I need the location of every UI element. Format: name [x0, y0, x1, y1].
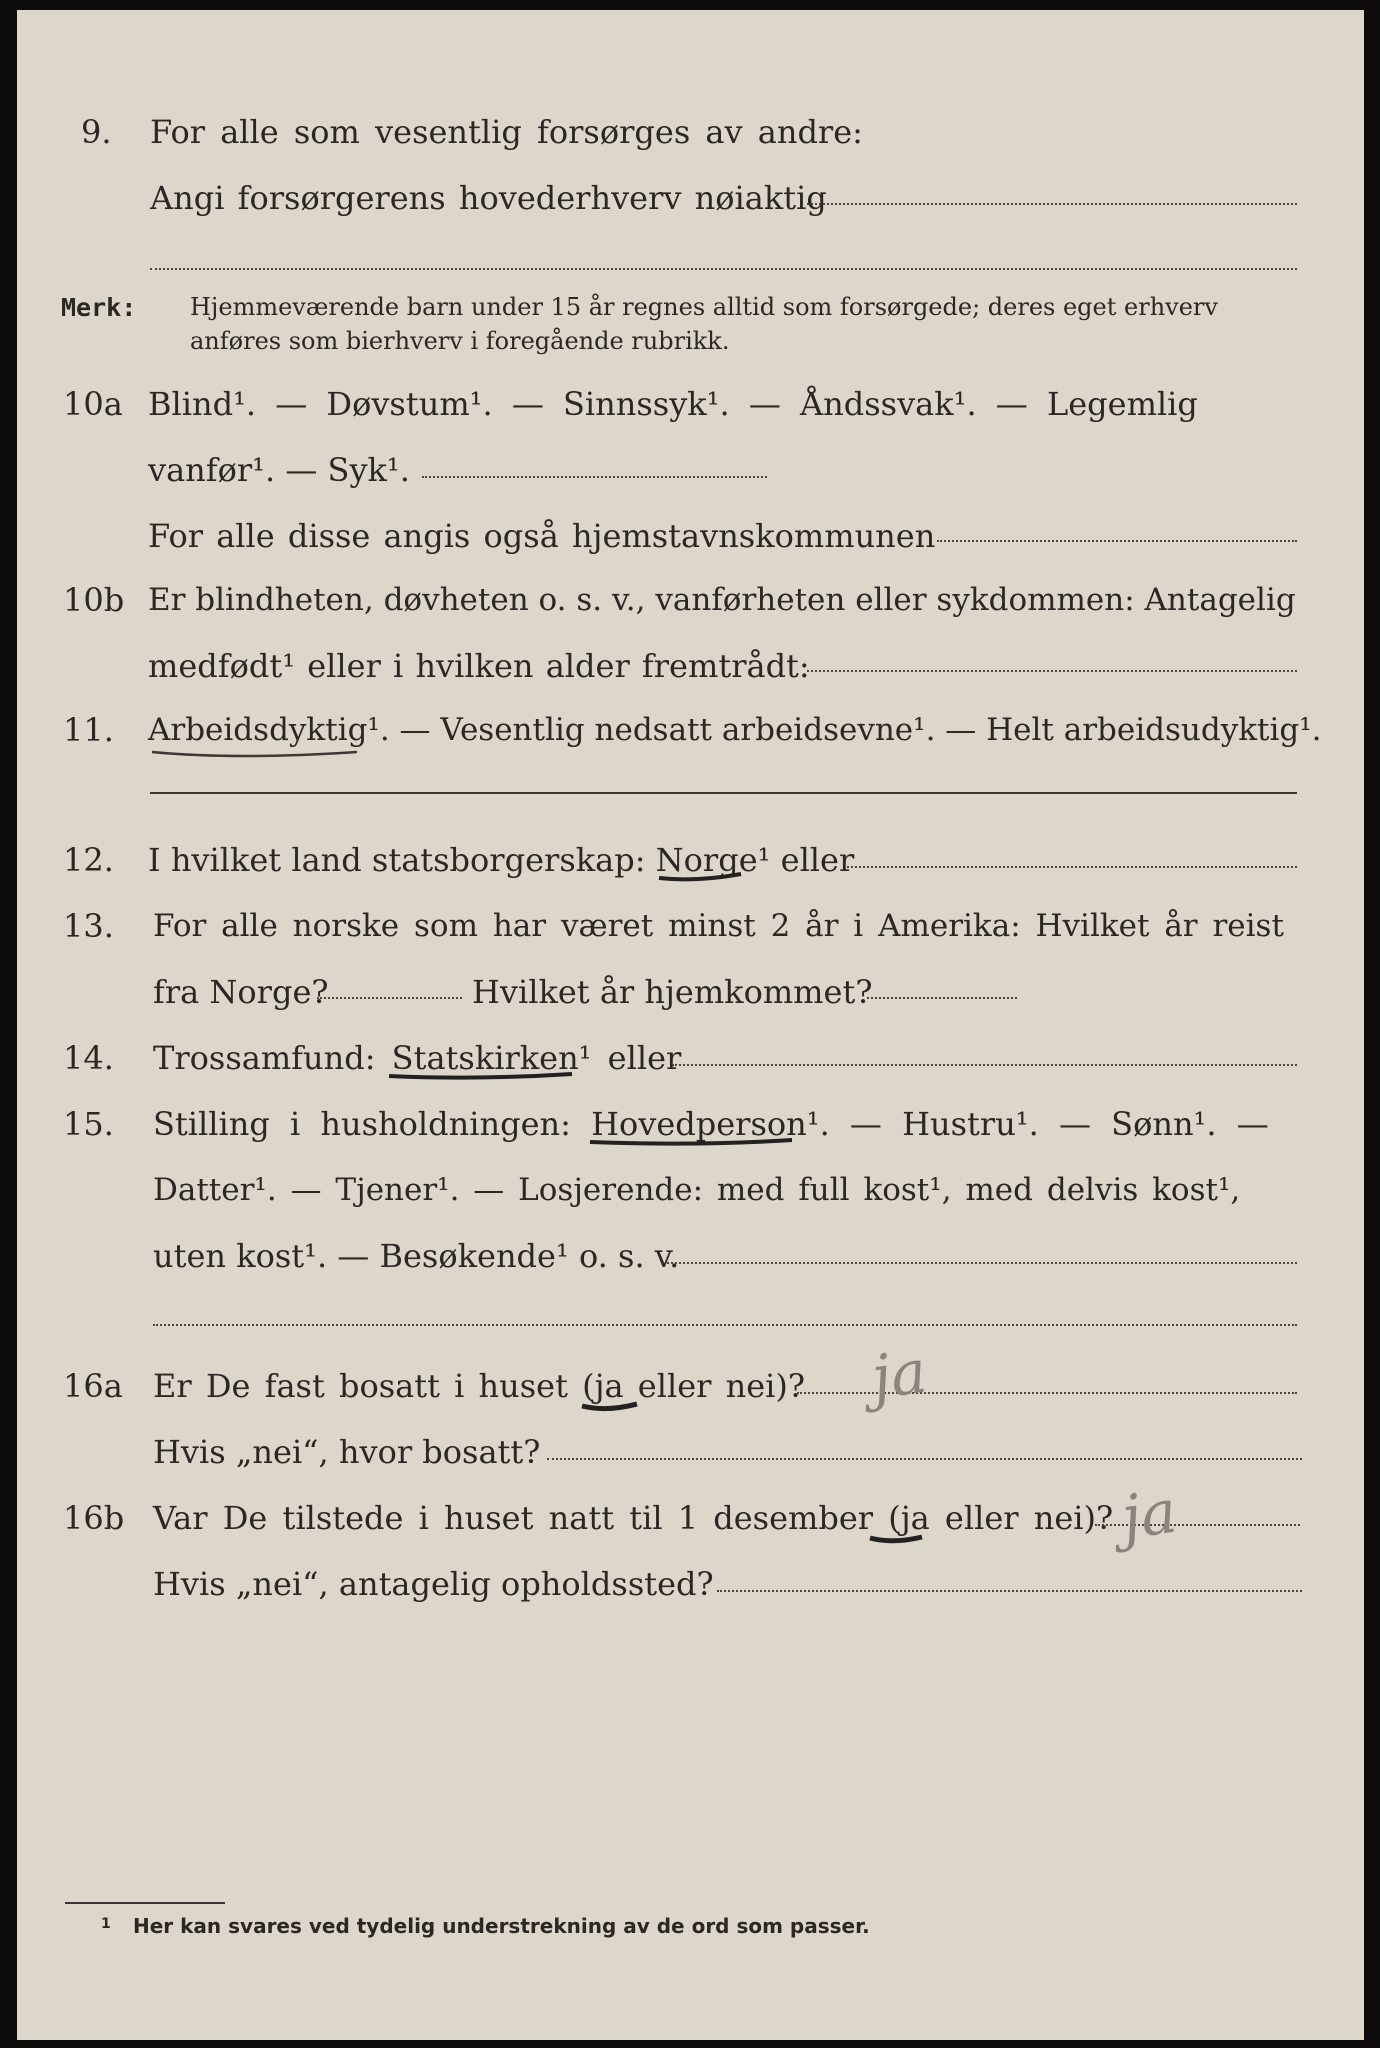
footnote-mark: 1	[101, 1916, 111, 1932]
q10a-line3: For alle disse angis også hjemstavnskommunen	[148, 517, 936, 555]
underline-arbeidsdyktig	[152, 752, 357, 756]
q16a-line1: Er De fast bosatt i huset (ja eller nei)?	[153, 1367, 806, 1405]
footnote-text: Her kan svares ved tydelig understrekning av de ord som passer.	[133, 1914, 870, 1938]
q10a-number: 10a	[63, 385, 123, 423]
q16a-handwritten-answer: ja	[867, 1336, 931, 1414]
q10b-number: 10b	[63, 581, 125, 619]
q16b-number: 16b	[63, 1499, 125, 1537]
q10a-line2: vanfør¹. — Syk¹.	[148, 451, 410, 489]
q16b-line2: Hvis „nei“, antagelig opholdssted?	[153, 1565, 714, 1603]
underline-norge	[659, 874, 741, 879]
merk-line1: Hjemmeværende barn under 15 år regnes alltid som forsørgede; deres eget erhverv	[190, 293, 1218, 321]
q15-number: 15.	[63, 1105, 114, 1143]
footnote-rule	[65, 1902, 225, 1904]
q10b-line1: Er blindheten, døvheten o. s. v., vanførheten eller sykdommen: Antagelig	[148, 582, 1296, 618]
census-form-page	[17, 10, 1364, 2040]
q13-line2a: fra Norge?	[153, 973, 329, 1011]
q13-number: 13.	[63, 907, 114, 945]
underline-hovedperson	[590, 1140, 792, 1144]
q15-line1[interactable]: Stilling i husholdningen: Hovedperson¹. — Hustru¹. — Sønn¹. —	[153, 1105, 1269, 1143]
q9-line2: Angi forsørgerens hovederhverv nøiaktig	[150, 179, 827, 217]
q9-line1: For alle som vesentlig forsørges av andre:	[150, 113, 863, 151]
q15-line2[interactable]: Datter¹. — Tjener¹. — Losjerende: med full kost¹, med delvis kost¹,	[153, 1172, 1241, 1208]
q10b-line2: medfødt¹ eller i hvilken alder fremtrådt:	[148, 647, 810, 685]
underline-statskirken	[389, 1074, 572, 1078]
q13-line2b: Hvilket år hjemkommet?	[472, 973, 873, 1011]
q15-line3[interactable]: uten kost¹. — Besøkende¹ o. s. v.	[153, 1237, 680, 1275]
q11-options[interactable]: Arbeidsdyktig¹. — Vesentlig nedsatt arbeidsevne¹. — Helt arbeidsudyktig¹.	[148, 712, 1322, 748]
merk-line2: anføres som bierhverv i foregående rubrikk.	[190, 327, 730, 355]
q14-text[interactable]: Trossamfund: Statskirken¹ eller	[153, 1039, 682, 1077]
underline-marks	[17, 10, 1364, 2040]
q14-number: 14.	[63, 1039, 114, 1077]
q16b-handwritten-answer: ja	[1117, 1476, 1181, 1554]
q16a-line2: Hvis „nei“, hvor bosatt?	[153, 1433, 541, 1471]
underline-ja-16b	[870, 1537, 922, 1541]
q12-text[interactable]: I hvilket land statsborgerskap: Norge¹ eller	[148, 841, 855, 879]
merk-label: Merk:	[61, 293, 137, 322]
q9-number: 9.	[81, 113, 112, 151]
underline-ja-16a	[582, 1404, 637, 1409]
q11-number: 11.	[63, 711, 114, 749]
q12-number: 12.	[63, 841, 114, 879]
q16a-number: 16a	[63, 1367, 123, 1405]
q10a-line1: Blind¹. — Døvstum¹. — Sinnssyk¹. — Åndssvak¹. — Legemlig	[148, 385, 1198, 423]
q13-line1: For alle norske som har været minst 2 år i Amerika: Hvilket år reist	[153, 908, 1284, 944]
q16b-line1: Var De tilstede i huset natt til 1 desember (ja eller nei)?	[153, 1499, 1114, 1537]
